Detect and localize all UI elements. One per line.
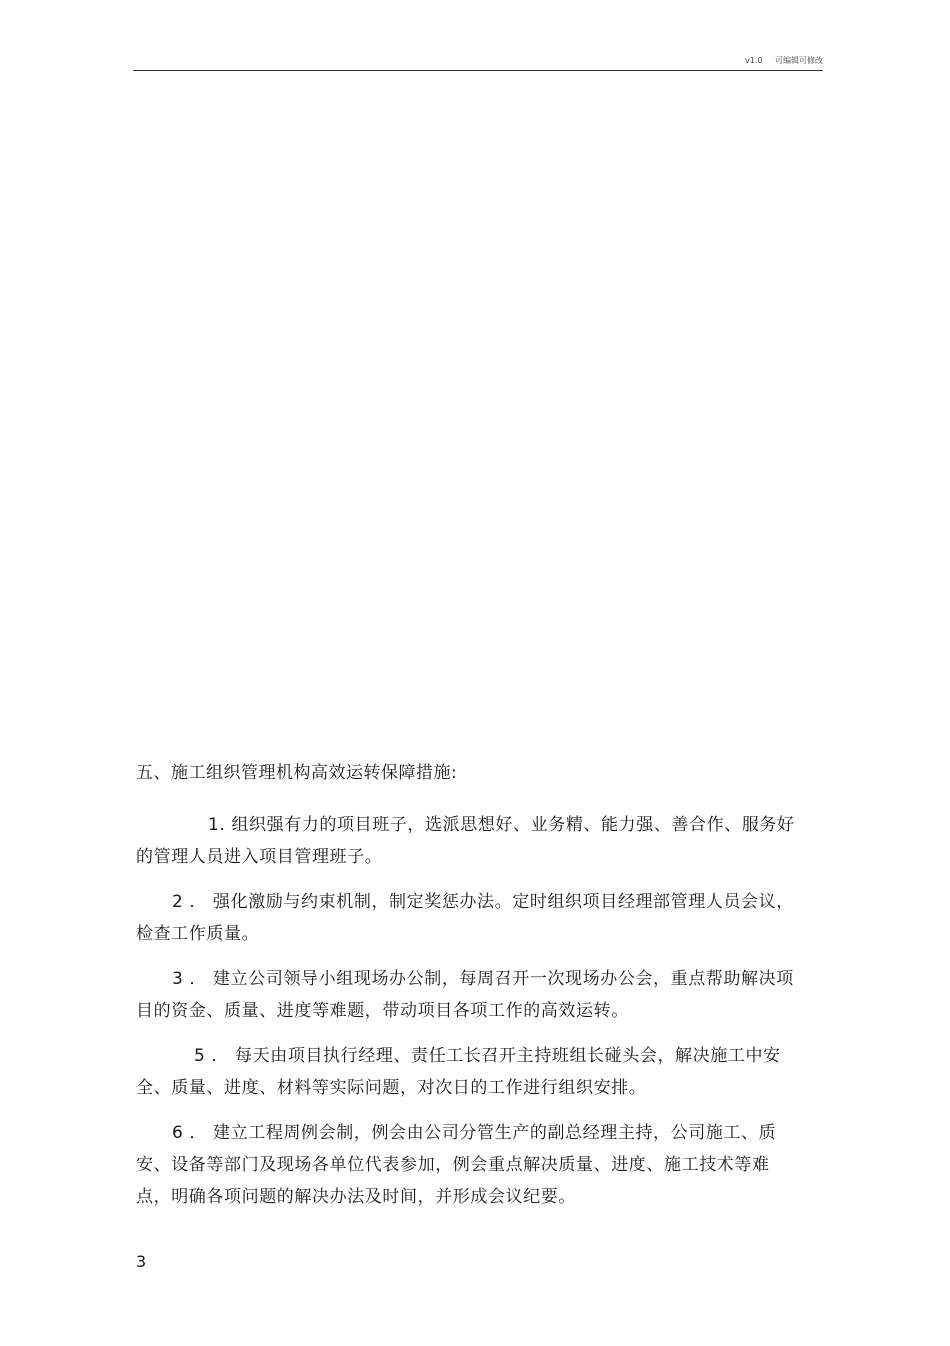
measure-number: 3 ．	[172, 969, 208, 989]
editable-note: 可编辑可修改	[775, 56, 823, 65]
measure-number: 5 ．	[194, 1046, 230, 1066]
measure-text: 每天由项目执行经理、责任工长召开主持班组长碰头会，解决施工中安全、质量、进度、材料等实际问题，对次日的工作进行组织安排。	[136, 1046, 781, 1098]
page-number: 3	[136, 1252, 147, 1271]
measures-section	[136, 760, 796, 1226]
measure-item-3	[136, 963, 796, 1027]
header-divider	[133, 70, 823, 71]
measure-text: 组织强有力的项目班子，选派思想好、业务精、能力强、善合作、服务好的管理人员进入项目管理班子。	[136, 815, 795, 867]
measure-number: 2 ．	[172, 892, 208, 912]
measure-item-6	[136, 1117, 796, 1213]
measure-text: 建立公司领导小组现场办公制，每周召开一次现场办公会，重点帮助解决项目的资金、质量、进度等难题，带动项目各项工作的高效运转。	[136, 969, 794, 1021]
measure-item-1	[136, 809, 796, 873]
measure-text: 建立工程周例会制，例会由公司分管生产的副总经理主持，公司施工、质安、设备等部门及现场各单位代表参加，例会重点解决质量、进度、施工技术等难点，明确各项问题的解决办法及时间，并形成会议纪要。	[136, 1123, 777, 1207]
measure-number: 6 ．	[172, 1123, 208, 1143]
measure-text: 强化激励与约束机制，制定奖惩办法。定时组织项目经理部管理人员会议，检查工作质量。	[136, 892, 794, 944]
measure-number: 1.	[208, 815, 226, 835]
page-header	[133, 56, 823, 72]
header-meta	[745, 56, 823, 66]
section-heading: 五、施工组织管理机构高效运转保障措施:	[136, 763, 458, 783]
measure-item-2	[136, 886, 796, 950]
version-label: v1.0	[744, 56, 763, 65]
measure-item-5	[136, 1040, 796, 1104]
